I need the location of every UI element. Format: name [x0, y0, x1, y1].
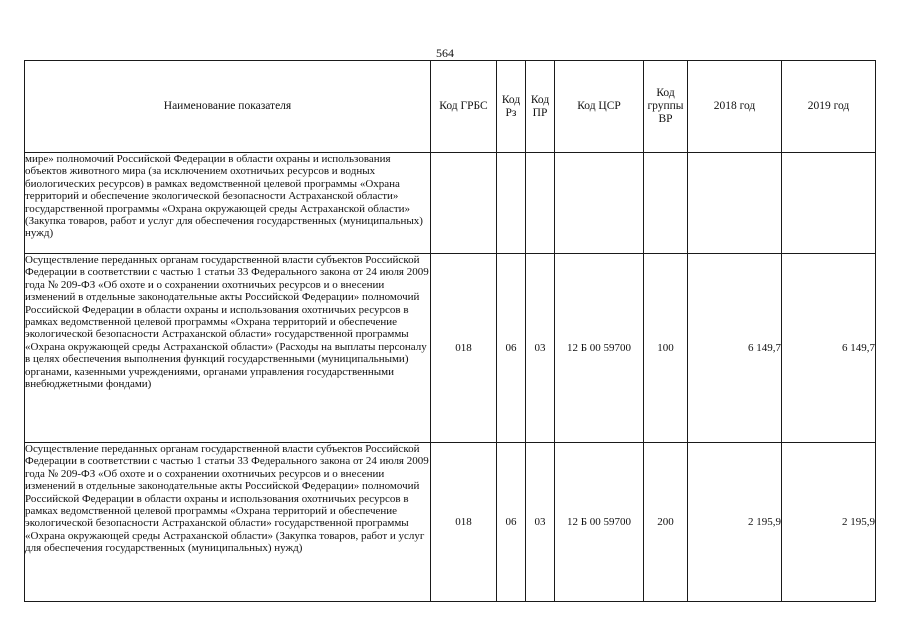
header-2019: 2019 год	[782, 61, 876, 153]
table-row	[25, 254, 876, 443]
row-grbs: 018	[431, 254, 497, 443]
page-number: 564	[436, 46, 454, 60]
header-rz: Код Рз	[497, 61, 526, 153]
row-vr: 100	[644, 254, 688, 443]
row-rz: 06	[497, 443, 526, 602]
table-row	[25, 443, 876, 602]
row-2018	[688, 153, 782, 254]
row-csr: 12 Б 00 59700	[555, 443, 644, 602]
row-rz: 06	[497, 254, 526, 443]
row-grbs: 018	[431, 443, 497, 602]
header-vr: Код группы ВР	[644, 61, 688, 153]
header-name: Наименование показателя	[25, 61, 431, 153]
row-vr: 200	[644, 443, 688, 602]
header-2018: 2018 год	[688, 61, 782, 153]
budget-table	[24, 60, 876, 602]
table-row	[25, 153, 876, 254]
row-csr: 12 Б 00 59700	[555, 254, 644, 443]
row-2018: 2 195,9	[688, 443, 782, 602]
row-2019	[782, 153, 876, 254]
row-2019: 2 195,9	[782, 443, 876, 602]
row-2019: 6 149,7	[782, 254, 876, 443]
row-grbs	[431, 153, 497, 254]
header-grbs: Код ГРБС	[431, 61, 497, 153]
row-pr: 03	[526, 254, 555, 443]
row-name: мире» полномочий Российской Федерации в области охраны и использования объектов животного мира (за исключением охотничьих ресурсов и водных биологических ресурсов) в рамках ведомственной целевой программы «Охрана территорий и обеспечение экологической безопасности Астраханской области» государственной программы «Охрана окружающей среды Астраханской области» (Закупка товаров, работ и услуг для обеспечения государственных (муниципальных) нужд)	[25, 153, 431, 254]
table-header-row	[25, 61, 876, 153]
row-name: Осуществление переданных органам государственной власти субъектов Российской Федерации в соответствии с частью 1 статьи 33 Федерального закона от 24 июля 2009 года № 209-ФЗ «Об охоте и о сохранении охотничьих ресурсов и о внесении изменений в отдельные законодательные акты Российской Федерации» полномочий Российской Федерации в области охраны и использования охотничьих ресурсов в рамках ведомственной целевой программы «Охрана территорий и обеспечение экологической безопасности Астраханской области» государственной программы «Охрана окружающей среды Астраханской области» (Расходы на выплаты персоналу в целях обеспечения выполнения функций государственными (муниципальными) органами, казенными учреждениями, органами управления государственными внебюджетными фондами)	[25, 254, 431, 443]
row-2018: 6 149,7	[688, 254, 782, 443]
row-csr	[555, 153, 644, 254]
header-pr: Код ПР	[526, 61, 555, 153]
row-rz	[497, 153, 526, 254]
row-name: Осуществление переданных органам государственной власти субъектов Российской Федерации в соответствии с частью 1 статьи 33 Федерального закона от 24 июля 2009 года № 209-ФЗ «Об охоте и о сохранении охотничьих ресурсов и о внесении изменений в отдельные законодательные акты Российской Федерации» полномочий Российской Федерации в области охраны и использования охотничьих ресурсов в рамках ведомственной целевой программы «Охрана территорий и обеспечение экологической безопасности Астраханской области» государственной программы «Охрана окружающей среды Астраханской области» (Закупка товаров, работ и услуг для обеспечения государственных (муниципальных) нужд)	[25, 443, 431, 602]
row-pr: 03	[526, 443, 555, 602]
header-csr: Код ЦСР	[555, 61, 644, 153]
row-pr	[526, 153, 555, 254]
row-vr	[644, 153, 688, 254]
